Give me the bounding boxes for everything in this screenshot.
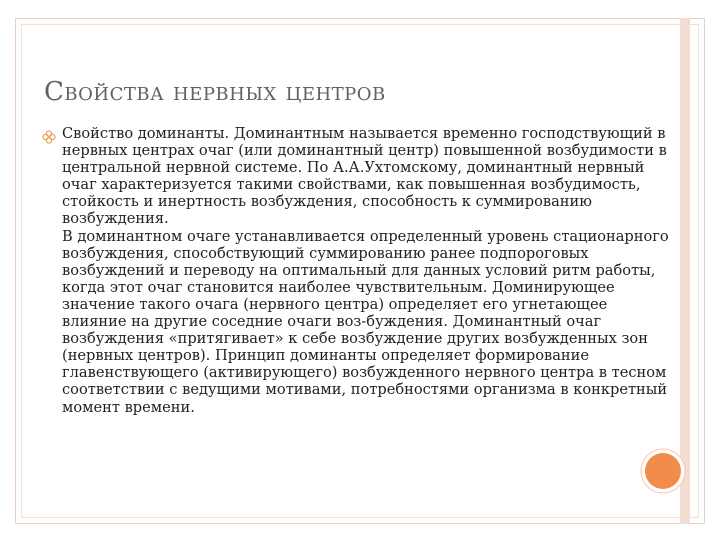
orange-circle-icon: [640, 448, 686, 494]
slide-body: [62, 125, 670, 416]
slide-title: Свойства нервных центров: [44, 77, 386, 107]
flower-bullet-icon: [42, 129, 56, 143]
paragraph-dominant-definition: Свойство доминанты. Доминантным называется временно господствующий в нервных центрах очаг (или доминантный центр) повышенной возбудимости в центральной нервной системе. По А.А.Ухтомскому, доминантный нервный очаг характеризуется такими свойствами, как повышенная возбудимость, стойкость и инертность возбуждения, способность к суммированию возбуждения.: [62, 125, 667, 228]
paragraph-dominant-focus: В доминантном очаге устанавливается определенный уровень стационарного возбуждения, способствующий суммированию ранее подпороговых возбуждений и переводу на оптимальный для данных условий ритм работы, когда этот очаг становится наиболее чувствительным. Доминирующее значение такого очага (нервного центра) определяет его угнетающее влияние на другие соседние очаги воз-буждения. Доминантный очаг возбуждения «притягивает» к себе возбуждение других возбужденных зон (нервных центров). Принцип доминанты определяет формирование главенствующего (активирующего) возбужденного нервного центра в тесном соответствии с ведущими мотивами, потребностями организма в конкретный момент времени.: [62, 227, 669, 416]
